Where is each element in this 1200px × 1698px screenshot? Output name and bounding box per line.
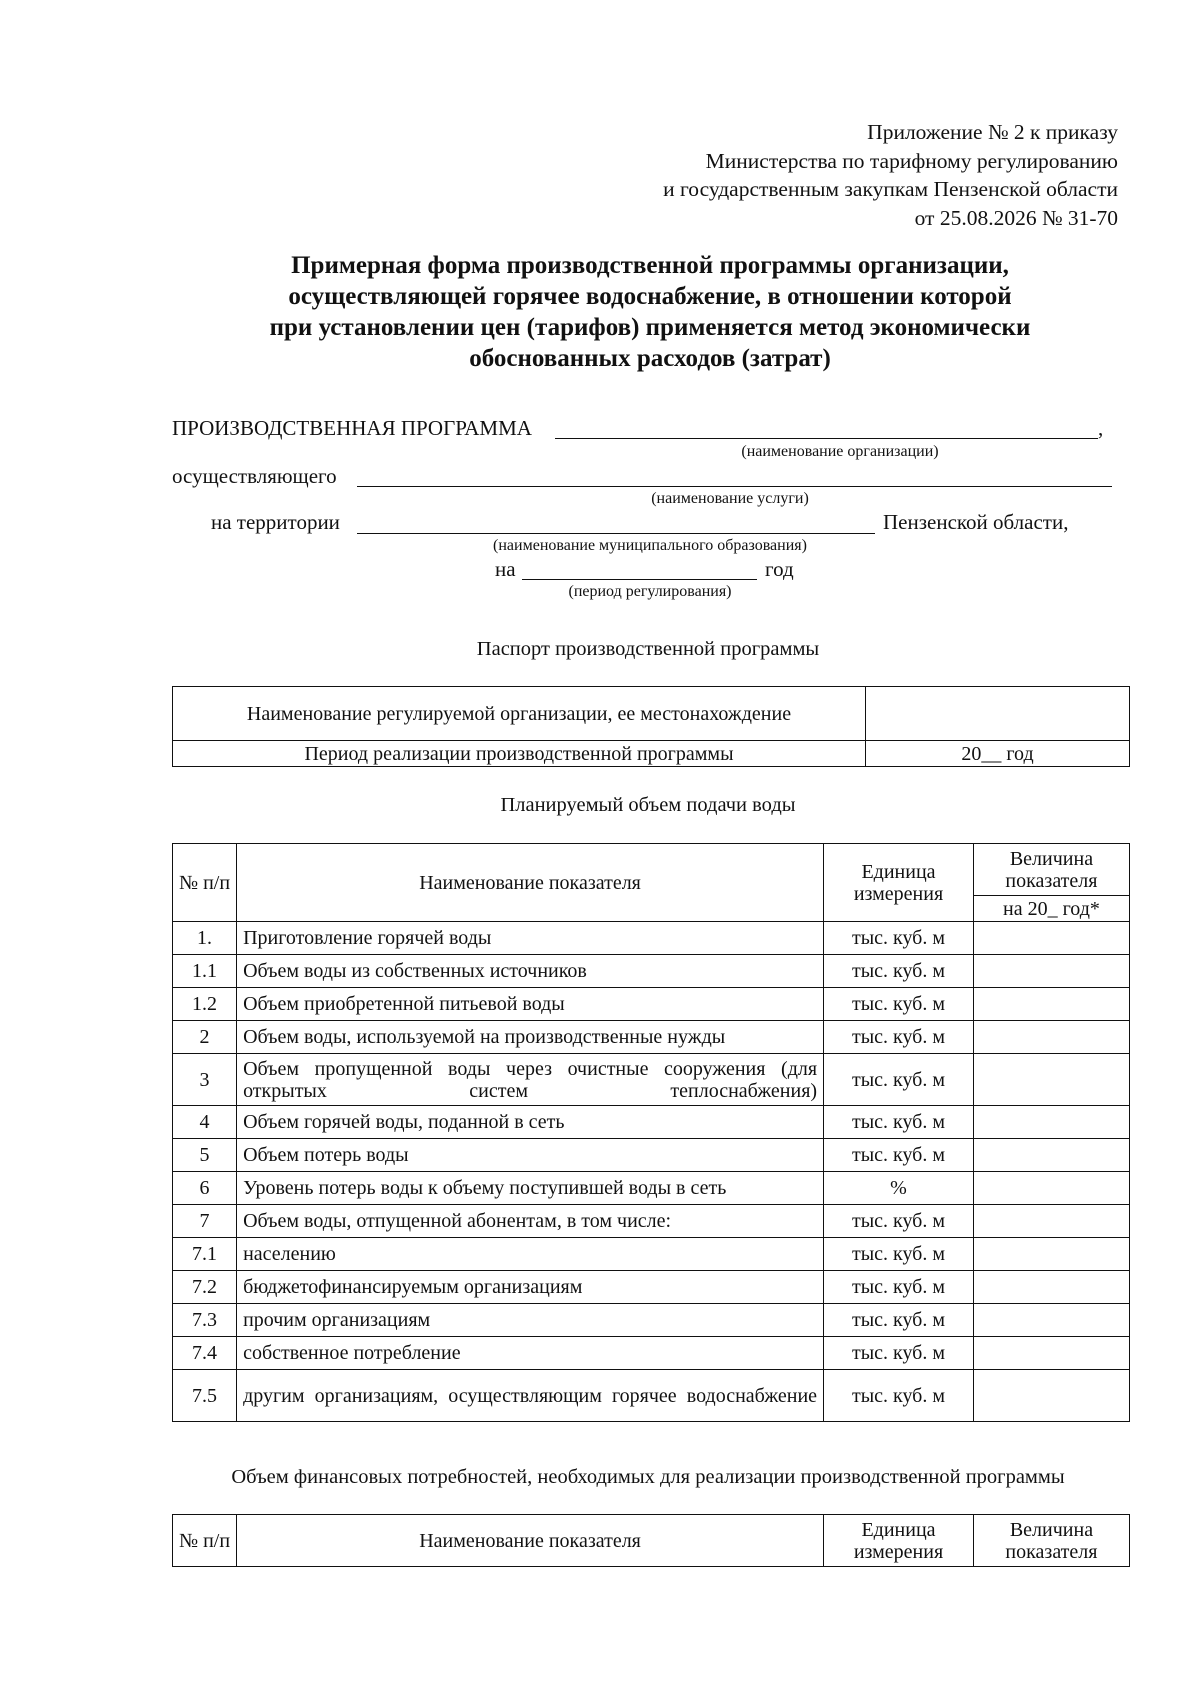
passport-org-value[interactable] xyxy=(866,687,1130,741)
territory-hint: (наименование муниципального образования) xyxy=(493,537,807,554)
table-row xyxy=(173,1238,1130,1271)
finance-table xyxy=(172,1514,1130,1567)
table-row xyxy=(173,1139,1130,1172)
row-number: 2 xyxy=(173,1021,237,1054)
period-hint: (период регулирования) xyxy=(568,583,732,600)
table-row xyxy=(173,1304,1130,1337)
row-unit: тыс. куб. м xyxy=(824,1304,974,1337)
title-line: осуществляющей горячее водоснабжение, в отношении которой xyxy=(288,283,1012,310)
program-label: ПРОИЗВОДСТВЕННАЯ ПРОГРАММА xyxy=(172,416,532,440)
header-num: № п/п xyxy=(173,844,237,922)
header-value: Величина показателя xyxy=(973,844,1129,896)
passport-table xyxy=(172,686,1130,767)
table-row xyxy=(173,1106,1130,1139)
finance-heading: Объем финансовых потребностей, необходимых для реализации производственной программы xyxy=(231,1466,1065,1488)
org-name-hint: (наименование организации) xyxy=(741,443,939,460)
title-line: обоснованных расходов (затрат) xyxy=(469,345,831,372)
row-indicator-name: Объем потерь воды xyxy=(237,1139,824,1172)
row-indicator-name: другим организациям, осуществляющим горячее водоснабжение xyxy=(237,1370,824,1422)
row-unit: тыс. куб. м xyxy=(824,955,974,988)
row-number: 1.1 xyxy=(173,955,237,988)
row-unit: тыс. куб. м xyxy=(824,1139,974,1172)
row-value[interactable] xyxy=(973,1337,1129,1370)
table-row xyxy=(173,1172,1130,1205)
row-value[interactable] xyxy=(973,1238,1129,1271)
row-number: 7.2 xyxy=(173,1271,237,1304)
row-unit: тыс. куб. м xyxy=(824,988,974,1021)
header-name: Наименование показателя xyxy=(237,1515,824,1567)
period-prefix: на xyxy=(495,557,516,581)
row-indicator-name: Объем воды, отпущенной абонентам, в том числе: xyxy=(237,1205,824,1238)
table-row xyxy=(173,1370,1130,1422)
table-header-row xyxy=(173,844,1130,896)
appendix-line: от 25.08.2026 № 31-70 xyxy=(914,205,1118,230)
row-value[interactable] xyxy=(973,1172,1129,1205)
appendix-line: Приложение № 2 к приказу xyxy=(867,120,1118,144)
table-header-row xyxy=(173,1515,1130,1567)
header-value-year: на 20_ год* xyxy=(973,896,1129,922)
row-number: 7 xyxy=(173,1205,237,1238)
table-row xyxy=(173,1337,1130,1370)
row-value[interactable] xyxy=(973,1054,1129,1106)
row-unit: тыс. куб. м xyxy=(824,1054,974,1106)
table-row xyxy=(173,1205,1130,1238)
row-number: 4 xyxy=(173,1106,237,1139)
title-line: при установлении цен (тарифов) применяется метод экономически xyxy=(269,314,1031,341)
row-indicator-name: Объем воды, используемой на производственные нужды xyxy=(237,1021,824,1054)
period-suffix: год xyxy=(765,557,794,581)
service-label: осуществляющего xyxy=(172,464,337,488)
table-row xyxy=(173,1054,1130,1106)
appendix-line: и государственным закупкам Пензенской области xyxy=(663,177,1118,201)
row-value[interactable] xyxy=(973,988,1129,1021)
row-value[interactable] xyxy=(973,1106,1129,1139)
header-name: Наименование показателя xyxy=(237,844,824,922)
row-number: 6 xyxy=(173,1172,237,1205)
header-unit: Единица измерения xyxy=(824,844,974,922)
row-value[interactable] xyxy=(973,1139,1129,1172)
row-number: 1.2 xyxy=(173,988,237,1021)
territory-suffix: Пензенской области, xyxy=(883,510,1069,534)
table-row xyxy=(173,1271,1130,1304)
row-indicator-name: прочим организациям xyxy=(237,1304,824,1337)
passport-org-label: Наименование регулируемой организации, ее местонахождение xyxy=(173,687,866,741)
table-row xyxy=(173,741,1130,767)
table-row xyxy=(173,922,1130,955)
header-num: № п/п xyxy=(173,1515,237,1567)
row-indicator-name: Объем приобретенной питьевой воды xyxy=(237,988,824,1021)
header-unit: Единица измерения xyxy=(824,1515,974,1567)
supply-heading: Планируемый объем подачи воды xyxy=(500,794,796,816)
table-row xyxy=(173,988,1130,1021)
row-indicator-name: Объем пропущенной воды через очистные сооружения (для открытых систем теплоснабжения) xyxy=(237,1054,824,1106)
row-unit: тыс. куб. м xyxy=(824,1238,974,1271)
supply-table xyxy=(172,843,1130,1422)
row-indicator-name: Объем горячей воды, поданной в сеть xyxy=(237,1106,824,1139)
service-name-line[interactable] xyxy=(357,486,1112,487)
territory-label: на территории xyxy=(211,510,340,534)
row-unit: тыс. куб. м xyxy=(824,1205,974,1238)
row-number: 5 xyxy=(173,1139,237,1172)
passport-period-value[interactable]: 20__ год xyxy=(866,741,1130,767)
title-line: Примерная форма производственной программы организации, xyxy=(291,252,1009,279)
row-number: 7.1 xyxy=(173,1238,237,1271)
row-number: 7.4 xyxy=(173,1337,237,1370)
row-unit: тыс. куб. м xyxy=(824,922,974,955)
row-value[interactable] xyxy=(973,1304,1129,1337)
row-number: 1. xyxy=(173,922,237,955)
row-indicator-name: собственное потребление xyxy=(237,1337,824,1370)
row-indicator-name: Объем воды из собственных источников xyxy=(237,955,824,988)
period-line[interactable] xyxy=(522,579,757,580)
row-value[interactable] xyxy=(973,1021,1129,1054)
table-row xyxy=(173,955,1130,988)
passport-period-label: Период реализации производственной программы xyxy=(173,741,866,767)
territory-name-line[interactable] xyxy=(357,533,875,534)
header-value: Величина показателя xyxy=(973,1515,1129,1567)
row-value[interactable] xyxy=(973,922,1129,955)
row-value[interactable] xyxy=(973,955,1129,988)
table-row xyxy=(173,687,1130,741)
row-value[interactable] xyxy=(973,1370,1129,1422)
row-indicator-name: Приготовление горячей воды xyxy=(237,922,824,955)
row-number: 7.3 xyxy=(173,1304,237,1337)
row-unit: тыс. куб. м xyxy=(824,1106,974,1139)
row-unit: тыс. куб. м xyxy=(824,1271,974,1304)
row-indicator-name: бюджетофинансируемым организациям xyxy=(237,1271,824,1304)
row-unit: тыс. куб. м xyxy=(824,1370,974,1422)
row-number: 7.5 xyxy=(173,1370,237,1422)
row-unit: % xyxy=(824,1172,974,1205)
org-name-line[interactable] xyxy=(555,438,1098,439)
row-unit: тыс. куб. м xyxy=(824,1021,974,1054)
row-value[interactable] xyxy=(973,1271,1129,1304)
document-title xyxy=(170,250,1130,374)
table-row xyxy=(173,1021,1130,1054)
service-hint: (наименование услуги) xyxy=(651,490,809,507)
passport-heading: Паспорт производственной программы xyxy=(476,638,820,660)
appendix-line: Министерства по тарифному регулированию xyxy=(705,148,1118,173)
row-indicator-name: Уровень потерь воды к объему поступившей воды в сеть xyxy=(237,1172,824,1205)
row-unit: тыс. куб. м xyxy=(824,1337,974,1370)
program-comma: , xyxy=(1098,416,1104,440)
row-indicator-name: населению xyxy=(237,1238,824,1271)
row-number: 3 xyxy=(173,1054,237,1106)
appendix-block xyxy=(663,118,1118,232)
row-value[interactable] xyxy=(973,1205,1129,1238)
